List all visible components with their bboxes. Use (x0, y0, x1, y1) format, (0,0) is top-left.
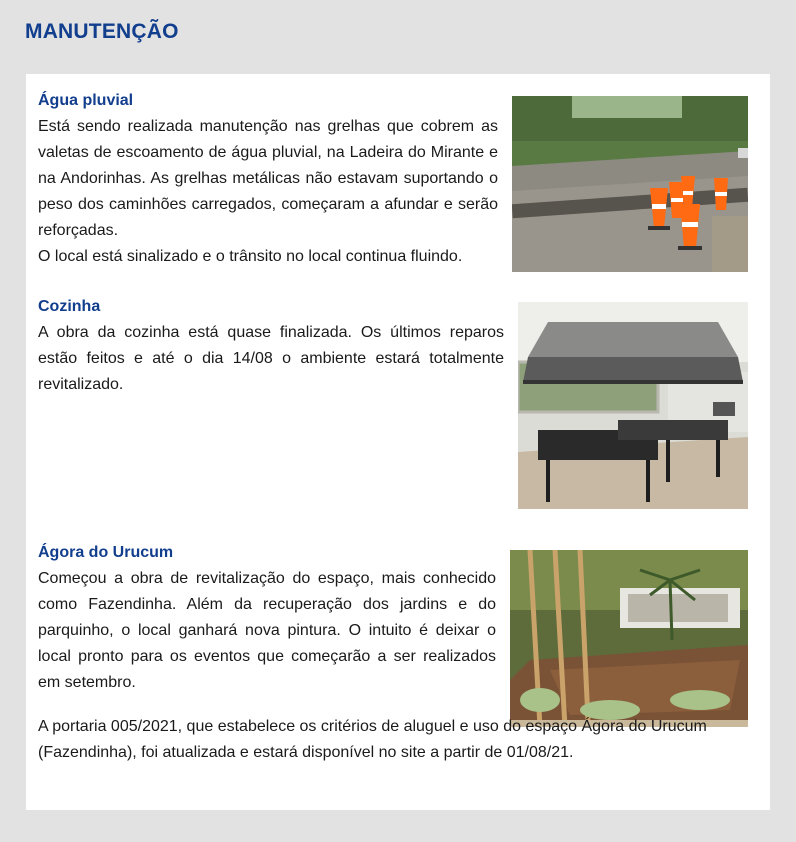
article-paragraph: Está sendo realizada manutenção nas grelhas que cobrem as valetas de escoamento de água pluvial, na Ladeira do Mirante e na Andorinhas. As grelhas metálicas não estavam suportando o peso dos caminhões carregados, começaram a afundar e serão reforçadas. (38, 118, 498, 239)
article-agua-pluvial (38, 88, 498, 270)
article-heading: Ágora do Urucum (38, 544, 174, 561)
footer-note-block (38, 714, 758, 766)
kitchen-photo (518, 302, 748, 509)
content-card (26, 74, 770, 810)
road-cones-photo (512, 96, 748, 272)
article-cozinha (38, 294, 504, 398)
footer-note: A portaria 005/2021, que estabelece os critérios de aluguel e uso do espaço Ágora do Urucum (Fazendinha), foi atualizada e estará disponível no site a partir de 01/08/21. (38, 718, 707, 761)
article-paragraph: Começou a obra de revitalização do espaço, mais conhecido como Fazendinha. Além da recuperação dos jardins e do parquinho, o local ganhará nova pintura. O intuito é deixar o local pronto para os eventos que começarão a ser realizados em setembro. (38, 570, 496, 691)
article-heading: Cozinha (38, 298, 101, 315)
garden-photo (510, 550, 748, 727)
article-agora-do-urucum (38, 540, 496, 696)
section-title: MANUTENÇÃO (25, 20, 179, 43)
article-heading: Água pluvial (38, 92, 134, 109)
article-paragraph: A obra da cozinha está quase finalizada. Os últimos reparos estão feitos e até o dia 14/08 o ambiente estará totalmente revitalizado. (38, 324, 504, 393)
article-paragraph: O local está sinalizado e o trânsito no local continua fluindo. (38, 248, 463, 265)
